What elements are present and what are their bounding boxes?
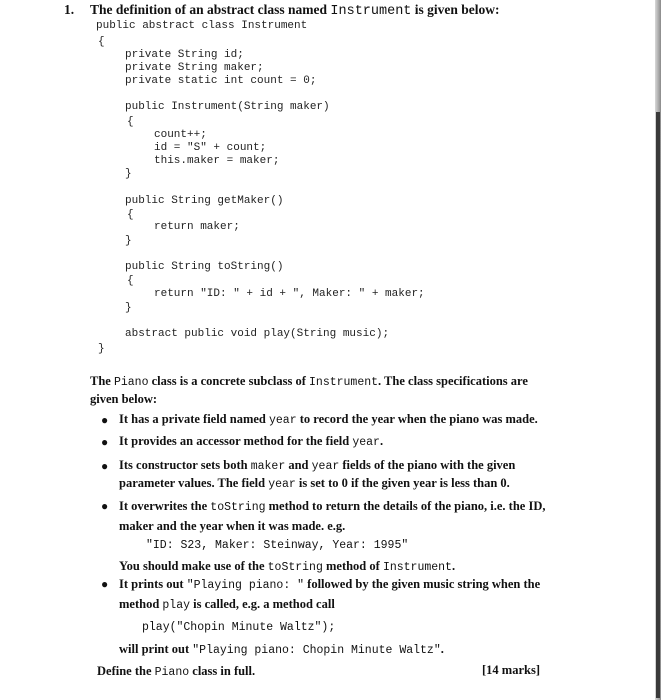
code-line: }: [125, 168, 132, 180]
spec-constructor: Its constructor sets both maker and year fields of the piano with the given parameter values. The field year is set to 0 if the given year is less than 0.: [119, 458, 516, 491]
code-line: abstract public void play(String music);: [125, 328, 390, 340]
code-line: }: [125, 302, 132, 314]
code-line: public Instrument(String maker): [125, 101, 330, 113]
bullet-icon: ●: [101, 413, 109, 427]
play-call-example: play("Chopin Minute Waltz");: [142, 621, 336, 634]
code-line: private static int count = 0;: [125, 75, 317, 87]
code-line: private String maker;: [125, 62, 264, 74]
scrollbar[interactable]: [656, 112, 660, 698]
code-line: {: [98, 36, 105, 48]
question-heading: 1. The definition of an abstract class named Instrument is given below:: [64, 2, 500, 19]
code-line: {: [127, 275, 134, 287]
spec-year-field: It has a private field named year to record the year when the piano was made.: [119, 412, 538, 427]
code-line: this.maker = maker;: [154, 155, 280, 167]
code-line: }: [98, 343, 105, 355]
bullet-icon: ●: [101, 459, 109, 473]
spec-play: It prints out "Playing piano: " followed by the given music string when the method play is called, e.g. a method call play("Chopin Minute Waltz"); will print out "Playing piano: Chopin Minute Waltz".: [119, 577, 541, 657]
spec-accessor: It provides an accessor method for the field year.: [119, 434, 384, 449]
tostring-example: "ID: S23, Maker: Steinway, Year: 1995": [146, 539, 409, 552]
spec-tostring: It overwrites the toString method to return the details of the piano, i.e. the ID, maker and the year when it was made. e.g. "ID: S23, Maker: Steinway, Year: 1995" You should make use of the toString method of Instrument.: [119, 499, 546, 574]
code-line: id = "S" + count;: [154, 142, 267, 154]
piano-intro: The Piano class is a concrete subclass of Instrument. The class specifications are given below:: [90, 374, 528, 406]
code-line: public String getMaker(): [125, 195, 284, 207]
bullet-icon: ●: [101, 499, 109, 513]
code-line: {: [127, 209, 134, 221]
code-line: }: [125, 235, 132, 247]
code-line: return maker;: [154, 221, 240, 233]
bullet-icon: ●: [101, 435, 109, 449]
code-line: public String toString(): [125, 261, 284, 273]
code-line: count++;: [154, 129, 207, 141]
marks-label: [14 marks]: [482, 663, 540, 677]
closing-instruction: Define the Piano class in full.: [97, 664, 256, 679]
code-line: private String id;: [125, 49, 244, 61]
code-line: {: [127, 116, 134, 128]
code-line: return "ID: " + id + ", Maker: " + maker;: [154, 288, 425, 300]
question-number: 1.: [64, 2, 75, 17]
bullet-icon: ●: [101, 577, 109, 591]
code-line: public abstract class Instrument: [96, 20, 308, 32]
